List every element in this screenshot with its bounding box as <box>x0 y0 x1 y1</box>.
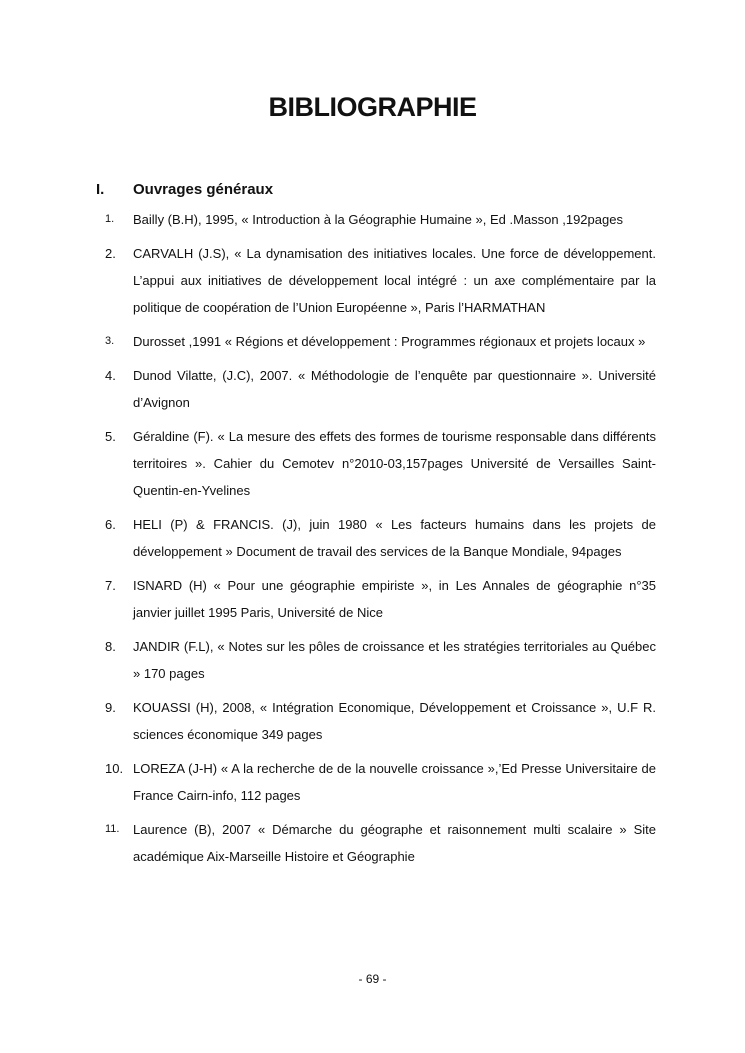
reference-item <box>105 633 656 687</box>
reference-number: 11. <box>105 823 120 835</box>
reference-item <box>105 511 656 565</box>
reference-item <box>105 572 656 626</box>
reference-number: 9. <box>105 700 116 715</box>
reference-number: 4. <box>105 368 116 383</box>
reference-item <box>105 694 656 748</box>
reference-text: Durosset ,1991 « Régions et développement : Programmes régionaux et projets locaux » <box>133 334 646 349</box>
section-number: I. <box>96 181 105 198</box>
reference-text: Dunod Vilatte, (J.C), 2007. « Méthodologie de l’enquête par questionnaire ». Université d’Avignon <box>133 368 656 410</box>
reference-text: Laurence (B), 2007 « Démarche du géographe et raisonnement multi scalaire » Site académique Aix-Marseille Histoire et Géographie <box>133 822 656 864</box>
reference-number: 3. <box>105 335 115 347</box>
reference-number: 6. <box>105 517 116 532</box>
reference-text: CARVALH (J.S), « La dynamisation des initiatives locales. Une force de développement. L’appui aux initiatives de développement local intégré : un axe complémentaire par la politique de coopération de l’Union Européenne », Paris l’HARMATHAN <box>133 246 656 315</box>
reference-text: JANDIR (F.L), « Notes sur les pôles de croissance et les stratégies territoriales au Québec » 170 pages <box>133 639 656 681</box>
section-title: Ouvrages généraux <box>133 181 274 198</box>
reference-text: Bailly (B.H), 1995, « Introduction à la Géographie Humaine », Ed .Masson ,192pages <box>133 212 623 227</box>
reference-item <box>105 362 656 416</box>
reference-number: 10. <box>105 761 124 776</box>
reference-item <box>105 755 656 809</box>
reference-text: KOUASSI (H), 2008, « Intégration Economique, Développement et Croissance », U.F R. sciences économique 349 pages <box>133 700 656 742</box>
reference-number: 2. <box>105 246 116 261</box>
page-number: - 69 - <box>358 972 387 986</box>
reference-text: LOREZA (J-H) « A la recherche de de la nouvelle croissance »,’Ed Presse Universitaire de France Cairn-info, 112 pages <box>133 761 656 803</box>
reference-item <box>105 328 656 355</box>
reference-text: ISNARD (H) « Pour une géographie empiriste », in Les Annales de géographie n°35 janvier juillet 1995 Paris, Université de Nice <box>133 578 656 620</box>
reference-item <box>105 423 656 504</box>
reference-number: 7. <box>105 578 116 593</box>
reference-number: 8. <box>105 639 116 654</box>
reference-item <box>105 206 656 233</box>
reference-number: 5. <box>105 429 116 444</box>
section-heading <box>96 181 273 198</box>
reference-text: HELI (P) & FRANCIS. (J), juin 1980 « Les facteurs humains dans les projets de développement » Document de travail des services de la Banque Mondiale, 94pages <box>133 517 656 559</box>
reference-item <box>105 816 656 870</box>
reference-list <box>105 206 656 877</box>
reference-text: Géraldine (F). « La mesure des effets des formes de tourisme responsable dans différents territoires ». Cahier du Cemotev n°2010-03,157pages Université de Versailles Saint-Quentin-en-Yvelines <box>133 429 656 498</box>
reference-number: 1. <box>105 213 115 225</box>
page-title: BIBLIOGRAPHIE <box>268 92 477 122</box>
reference-item <box>105 240 656 321</box>
